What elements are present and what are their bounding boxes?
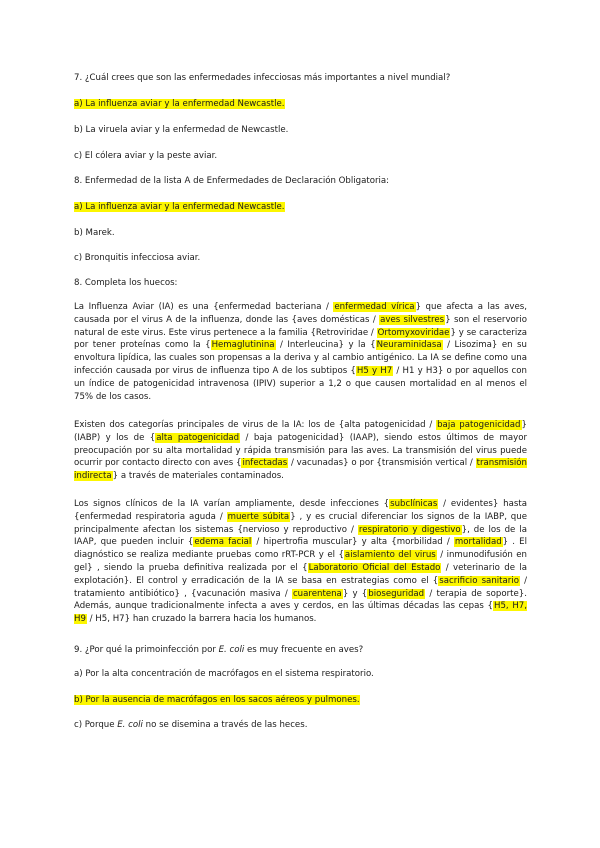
highlighted-answer: respiratorio y digestivo bbox=[358, 524, 461, 535]
paragraph-text: Los signos clínicos de la IA varían ampliamente, desde infecciones { bbox=[74, 499, 390, 509]
q7-option-a-text: a) La influenza aviar y la enfermedad Newcastle. bbox=[74, 99, 285, 109]
q7-question: 7. ¿Cuál crees que son las enfermedades infecciosas más importantes a nivel mundial? bbox=[74, 73, 451, 83]
paragraph-text: } y se caracteriza por tener proteínas como la { bbox=[74, 327, 527, 351]
q9-question-post: es muy frecuente en aves? bbox=[244, 645, 364, 655]
paragraph-text: / vacunadas} o por {transmisión vertical / bbox=[288, 458, 476, 469]
highlighted-answer: Hemaglutinina bbox=[211, 340, 275, 351]
paragraph-text: La Influenza Aviar (IA) es una {enfermedad bacteriana / bbox=[74, 302, 334, 312]
fill-paragraph-3 bbox=[74, 498, 527, 626]
paragraph-text: / veterinario de la explotación}. El control y erradicación de la IA se basa en estrategias como el { bbox=[74, 562, 527, 586]
highlighted-answer: mortalidad bbox=[454, 537, 502, 548]
highlighted-answer: infectadas bbox=[242, 458, 288, 469]
q7-option-c: c) El cólera aviar y la peste aviar. bbox=[74, 151, 218, 161]
fill-paragraph-2 bbox=[74, 419, 527, 483]
highlighted-answer: H5 y H7 bbox=[356, 365, 393, 376]
paragraph-text: } que afecta a las aves, causada por el virus A de la influenza, donde las {aves domésticas / bbox=[74, 302, 527, 325]
highlighted-answer: cuarentena bbox=[292, 588, 342, 599]
paragraph-text: / baja patogenicidad} (IAAP), siendo estos últimos de mayor preocupación por su alta mortalidad y rápida transmisión para las aves. La transmisión del virus puede ocurrir por contacto directo con aves { bbox=[74, 432, 527, 469]
q8-option-a bbox=[74, 201, 285, 213]
q9-option-c-pre: c) Porque bbox=[74, 720, 118, 730]
q9-question-pre: 9. ¿Por qué la primoinfección por bbox=[74, 645, 219, 655]
highlighted-answer: baja patogenicidad bbox=[437, 420, 521, 430]
paragraph-text: } (IABP) y los de { bbox=[74, 420, 527, 443]
q9-option-c-post: no se disemina a través de las heces. bbox=[142, 720, 308, 730]
highlighted-answer: Neuraminidasa bbox=[376, 340, 442, 351]
fill-title: 8. Completa los huecos: bbox=[74, 278, 178, 288]
highlighted-answer: enfermedad vírica bbox=[334, 302, 415, 312]
highlighted-answer: bioseguridad bbox=[368, 588, 425, 599]
q9-option-c bbox=[74, 719, 307, 731]
q8-option-c: c) Bronquitis infecciosa aviar. bbox=[74, 253, 201, 263]
paragraph-text: } y { bbox=[342, 588, 368, 599]
highlighted-answer: subclínicas bbox=[390, 499, 438, 509]
highlighted-answer: Ortomyxoviridae bbox=[377, 327, 450, 338]
paragraph-text: Existen dos categorías principales de virus de la IA: los de {alta patogenicidad / bbox=[74, 420, 437, 430]
paragraph-text: } , y es crucial diferenciar los signos de la IABP, que principalmente afectan los sistemas {nervioso y reproductivo / bbox=[74, 511, 527, 535]
highlighted-answer: H5, H7, H9 bbox=[74, 601, 527, 625]
q7-option-b: b) La viruela aviar y la enfermedad de Newcastle. bbox=[74, 125, 289, 135]
q9-option-a: a) Por la alta concentración de macrófagos en el sistema respiratorio. bbox=[74, 669, 374, 679]
paragraph-text: / evidentes} hasta {enfermedad respiratoria aguda / bbox=[74, 499, 528, 522]
q9-question bbox=[74, 644, 363, 656]
paragraph-text: / H1 y H3} o por aquellos con un índice de patogenicidad intravenosa (IPIV) superior a 1,2 o que causen mortalidad en al menos el 75% de los casos. bbox=[74, 365, 527, 402]
q8-option-a-text: a) La influenza aviar y la enfermedad Newcastle. bbox=[74, 202, 285, 212]
paragraph-text: }, de los de la IAAP, que pueden incluir { bbox=[74, 524, 527, 548]
highlighted-answer: alta patogenicidad bbox=[156, 432, 240, 443]
highlighted-answer: transmisión indirecta bbox=[74, 458, 527, 482]
q7-option-a bbox=[74, 98, 285, 110]
paragraph-text: } son el reservorio natural de este virus. Este virus pertenece a la familia {Retroviridae / bbox=[74, 314, 527, 338]
paragraph-text: / Lisozima} en su envoltura lipídica, las cuales son propensas a la deriva y al cambio antigénico. La IA se define como una infección causada por virus de influenza tipo A de los subtipos { bbox=[74, 340, 527, 376]
highlighted-answer: sacrificio sanitario bbox=[439, 575, 519, 586]
paragraph-text: / inmunodifusión en gel} , siendo la prueba definitiva realizada por el { bbox=[74, 550, 527, 573]
q9-option-c-em: E. coli bbox=[117, 720, 143, 730]
q8-option-b: b) Marek. bbox=[74, 228, 115, 238]
paragraph-text: } a través de materiales contaminados. bbox=[112, 471, 284, 482]
paragraph-text: } . El diagnóstico se realiza mediante pruebas como rRT-PCR y el { bbox=[74, 537, 527, 561]
paragraph-text: / hipertrofia muscular} y alta {morbilidad / bbox=[252, 537, 454, 548]
highlighted-answer: edema facial bbox=[194, 537, 252, 548]
highlighted-answer: aves silvestres bbox=[380, 314, 445, 325]
highlighted-answer: Laboratorio Oficial del Estado bbox=[308, 562, 441, 573]
q9-option-b-text: b) Por la ausencia de macrófagos en los sacos aéreos y pulmones. bbox=[74, 695, 360, 705]
q8-question: 8. Enfermedad de la lista A de Enfermedades de Declaración Obligatoria: bbox=[74, 176, 390, 186]
paragraph-text: / terapia de soporte}. Además, aunque tradicionalmente infecta a aves y cerdos, en las últimas décadas las cepas { bbox=[74, 588, 527, 612]
q9-question-em: E. coli bbox=[218, 645, 245, 655]
fill-paragraph-1 bbox=[74, 301, 527, 403]
highlighted-answer: muerte súbita bbox=[227, 511, 290, 522]
paragraph-text: / tratamiento antibiótico} , {vacunación masiva / bbox=[74, 575, 528, 599]
paragraph-text: / Interleucina} y la { bbox=[275, 340, 376, 351]
highlighted-answer: aislamiento del virus bbox=[344, 550, 436, 561]
paragraph-text: / H5, H7} han cruzado la barrera hacia los humanos. bbox=[86, 614, 317, 625]
q9-option-b bbox=[74, 694, 360, 706]
